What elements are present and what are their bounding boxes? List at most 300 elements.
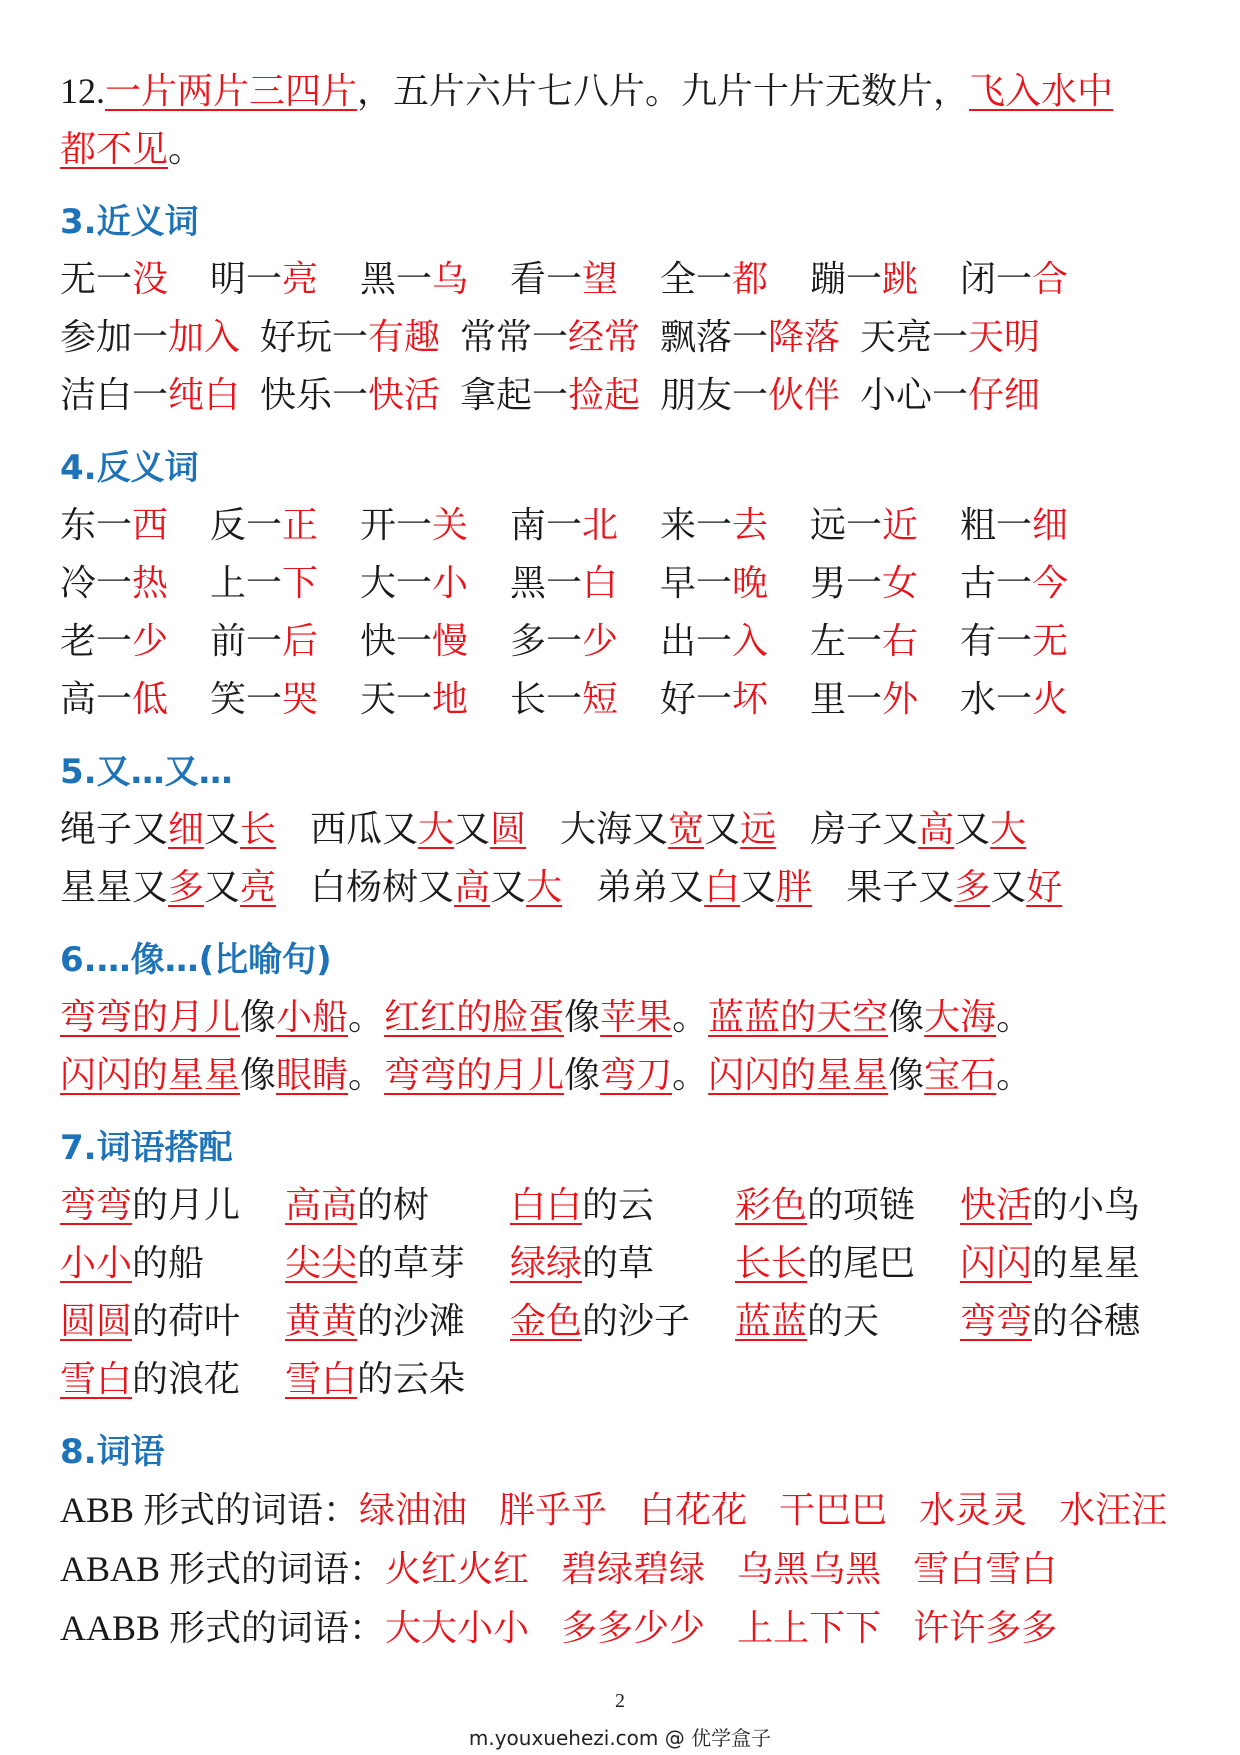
noun-phrase: 的船 <box>132 1243 205 1284</box>
simile-subject: 弯弯的月儿 <box>384 1055 565 1096</box>
poem-number: 12. <box>60 71 105 111</box>
synonym-row <box>60 251 1190 309</box>
simile-subject: 闪闪的星星 <box>708 1055 889 1096</box>
youyou-phrase <box>560 801 776 859</box>
collocation-phrase <box>735 1293 960 1351</box>
answer-word: 长长 <box>735 1243 808 1284</box>
noun-phrase: 的云朵 <box>357 1359 466 1400</box>
word-form-label: ABAB 形式的词语： <box>60 1549 386 1589</box>
answer-word: 圆 <box>490 809 527 850</box>
synonym-pair <box>210 251 360 309</box>
word: 前一 <box>210 621 283 662</box>
answer-word: 金色 <box>510 1301 583 1342</box>
answer-word: 雪白 <box>60 1359 133 1400</box>
noun-phrase: 的云 <box>582 1185 655 1226</box>
answer-word: 后 <box>282 621 319 662</box>
simile-like: 像 <box>888 997 925 1038</box>
collocation-phrase <box>285 1177 510 1235</box>
antonym-row <box>60 613 1190 671</box>
antonym-pair <box>960 497 1110 555</box>
answer-word: 高 <box>454 867 491 908</box>
answer-word: 细 <box>1032 505 1069 546</box>
collocation-phrase <box>960 1177 1140 1235</box>
answer-word: 今 <box>1032 563 1069 604</box>
word: 水一 <box>960 679 1033 720</box>
youyou-phrase <box>846 859 1062 917</box>
synonym-pair <box>860 309 1060 367</box>
youyou-heading: 5.又…又… <box>60 752 233 792</box>
simile-like: 像 <box>564 997 601 1038</box>
poem-answer-1: 一片两片三四片 <box>105 71 358 112</box>
answer-word: 经常 <box>568 317 641 358</box>
collocation-grid <box>60 1177 1190 1409</box>
word: 长一 <box>510 679 583 720</box>
noun-phrase: 的尾巴 <box>807 1243 916 1284</box>
answer-word: 彩色 <box>735 1185 808 1226</box>
word-form-item: 大大小小 <box>385 1608 530 1649</box>
collocation-phrase <box>60 1235 285 1293</box>
answer-word: 多 <box>168 867 205 908</box>
word: 闭一 <box>960 259 1033 300</box>
simile-object: 小船 <box>276 997 349 1038</box>
words-list <box>60 1481 1190 1658</box>
noun-phrase: 的天 <box>807 1301 880 1342</box>
simile-object: 苹果 <box>600 997 673 1038</box>
word-form-row <box>60 1481 1190 1540</box>
synonym-pair <box>660 367 860 425</box>
antonym-pair <box>810 497 960 555</box>
answer-word: 外 <box>882 679 919 720</box>
collocation-row <box>60 1293 1190 1351</box>
answer-word: 下 <box>282 563 319 604</box>
word: 男一 <box>810 563 883 604</box>
antonym-pair <box>360 497 510 555</box>
word: 黑一 <box>510 563 583 604</box>
connector: 又 <box>740 867 777 908</box>
antonym-pair <box>360 613 510 671</box>
poem-section <box>60 62 1190 179</box>
word-form-row <box>60 1599 1190 1658</box>
punctuation: 。 <box>996 997 1033 1038</box>
antonym-pair <box>510 613 660 671</box>
answer-word: 地 <box>432 679 469 720</box>
subject: 弟弟又 <box>596 867 705 908</box>
answer-word: 右 <box>882 621 919 662</box>
simile-object: 弯刀 <box>600 1055 673 1096</box>
collocation-phrase <box>60 1293 285 1351</box>
word: 拿起一 <box>460 375 569 416</box>
youyou-phrase <box>60 859 276 917</box>
noun-phrase: 的沙滩 <box>357 1301 466 1342</box>
noun-phrase: 的谷穗 <box>1032 1301 1141 1342</box>
simile-row <box>60 989 1190 1047</box>
answer-word: 少 <box>582 621 619 662</box>
antonym-pair <box>210 497 360 555</box>
answer-word: 无 <box>1032 621 1069 662</box>
collocation-row <box>60 1177 1190 1235</box>
synonym-pair <box>660 251 810 309</box>
answer-word: 望 <box>582 259 619 300</box>
word: 蹦一 <box>810 259 883 300</box>
answer-word: 亮 <box>282 259 319 300</box>
word: 里一 <box>810 679 883 720</box>
youyou-row <box>60 801 1190 859</box>
antonym-pair <box>960 555 1110 613</box>
collocation-phrase <box>60 1177 285 1235</box>
word: 洁白一 <box>60 375 169 416</box>
antonym-pair <box>60 555 210 613</box>
word: 全一 <box>660 259 733 300</box>
noun-phrase: 的月儿 <box>132 1185 241 1226</box>
connector: 又 <box>954 809 991 850</box>
answer-word: 合 <box>1032 259 1069 300</box>
answer-word: 西 <box>132 505 169 546</box>
collocation-phrase <box>510 1293 735 1351</box>
word: 东一 <box>60 505 133 546</box>
synonym-pair <box>60 367 260 425</box>
subject: 果子又 <box>846 867 955 908</box>
simile-list <box>60 989 1190 1105</box>
word: 朋友一 <box>660 375 769 416</box>
answer-word: 低 <box>132 679 169 720</box>
answer-word: 长 <box>240 809 277 850</box>
synonym-pair <box>510 251 660 309</box>
poem-line-2 <box>60 121 1190 179</box>
word: 参加一 <box>60 317 169 358</box>
noun-phrase: 的草 <box>582 1243 655 1284</box>
synonym-pair <box>660 309 860 367</box>
answer-word: 大 <box>418 809 455 850</box>
answer-word: 雪白 <box>285 1359 358 1400</box>
antonym-pair <box>960 671 1110 729</box>
answer-word: 胖 <box>776 867 813 908</box>
antonym-pair <box>660 497 810 555</box>
word: 快一 <box>360 621 433 662</box>
simile-object: 眼睛 <box>276 1055 349 1096</box>
youyou-row <box>60 859 1190 917</box>
word: 好玩一 <box>260 317 369 358</box>
word: 飘落一 <box>660 317 769 358</box>
word: 小心一 <box>860 375 969 416</box>
word-form-item: 干巴巴 <box>779 1490 888 1531</box>
synonym-pair <box>260 367 460 425</box>
word: 常常一 <box>460 317 569 358</box>
answer-word: 女 <box>882 563 919 604</box>
answer-word: 没 <box>132 259 169 300</box>
word: 看一 <box>510 259 583 300</box>
noun-phrase: 的小鸟 <box>1032 1185 1141 1226</box>
word: 来一 <box>660 505 733 546</box>
simile-object: 大海 <box>924 997 997 1038</box>
antonyms-grid <box>60 497 1190 729</box>
answer-word: 降落 <box>768 317 841 358</box>
youyou-phrase <box>810 801 1026 859</box>
word: 多一 <box>510 621 583 662</box>
answer-word: 少 <box>132 621 169 662</box>
synonym-pair <box>960 251 1110 309</box>
answer-word: 坏 <box>732 679 769 720</box>
answer-word: 圆圆 <box>60 1301 133 1342</box>
connector: 又 <box>204 867 241 908</box>
word: 大一 <box>360 563 433 604</box>
subject: 星星又 <box>60 867 169 908</box>
answer-word: 闪闪 <box>960 1243 1033 1284</box>
word-form-item: 许许多多 <box>913 1608 1058 1649</box>
antonym-pair <box>960 613 1110 671</box>
answer-word: 哭 <box>282 679 319 720</box>
word: 天亮一 <box>860 317 969 358</box>
answer-word: 远 <box>740 809 777 850</box>
antonym-pair <box>360 555 510 613</box>
answer-word: 入 <box>732 621 769 662</box>
answer-word: 黄黄 <box>285 1301 358 1342</box>
punctuation: 。 <box>348 1055 385 1096</box>
collocation-phrase <box>510 1177 735 1235</box>
answer-word: 跳 <box>882 259 919 300</box>
poem-answer-3: 都不见 <box>60 129 169 170</box>
antonym-pair <box>510 555 660 613</box>
connector: 又 <box>704 809 741 850</box>
simile-like: 像 <box>240 1055 277 1096</box>
synonym-row <box>60 367 1190 425</box>
answer-word: 短 <box>582 679 619 720</box>
noun-phrase: 的项链 <box>807 1185 916 1226</box>
collocation-phrase <box>60 1351 285 1409</box>
antonym-pair <box>810 671 960 729</box>
word-form-row <box>60 1540 1190 1599</box>
answer-word: 乌 <box>432 259 469 300</box>
answer-word: 细 <box>168 809 205 850</box>
answer-word: 慢 <box>432 621 469 662</box>
simile-row <box>60 1047 1190 1105</box>
collocation-phrase <box>510 1235 735 1293</box>
antonym-pair <box>660 671 810 729</box>
word-form-item: 乌黑乌黑 <box>737 1549 882 1590</box>
noun-phrase: 的荷叶 <box>132 1301 241 1342</box>
poem-line-1 <box>60 62 1190 121</box>
collocation-row <box>60 1235 1190 1293</box>
word: 无一 <box>60 259 133 300</box>
youyou-phrase <box>310 801 526 859</box>
antonym-pair <box>210 671 360 729</box>
answer-word: 天明 <box>968 317 1041 358</box>
youyou-phrase <box>596 859 812 917</box>
answer-word: 近 <box>882 505 919 546</box>
answer-word: 高 <box>918 809 955 850</box>
answer-word: 好 <box>1026 867 1063 908</box>
subject: 大海又 <box>560 809 669 850</box>
youyou-phrase <box>60 801 276 859</box>
antonym-pair <box>210 613 360 671</box>
answer-word: 纯白 <box>168 375 241 416</box>
synonym-pair <box>60 251 210 309</box>
antonym-pair <box>60 497 210 555</box>
word-form-label: AABB 形式的词语： <box>60 1608 386 1648</box>
word: 笑一 <box>210 679 283 720</box>
antonym-row <box>60 555 1190 613</box>
synonym-pair <box>260 309 460 367</box>
noun-phrase: 的草芽 <box>357 1243 466 1284</box>
word-form-item: 上上下下 <box>737 1608 882 1649</box>
youyou-list <box>60 801 1190 917</box>
answer-word: 尖尖 <box>285 1243 358 1284</box>
synonym-pair <box>810 251 960 309</box>
site-footer: m.youxuehezi.com @ 优学盒子 <box>468 1726 772 1750</box>
answer-word: 有趣 <box>368 317 441 358</box>
word: 天一 <box>360 679 433 720</box>
word: 左一 <box>810 621 883 662</box>
word: 早一 <box>660 563 733 604</box>
connector: 又 <box>204 809 241 850</box>
word: 远一 <box>810 505 883 546</box>
simile-heading: 6.…像…(比喻句) <box>60 940 332 980</box>
word: 冷一 <box>60 563 133 604</box>
antonym-pair <box>360 671 510 729</box>
simile-object: 宝石 <box>924 1055 997 1096</box>
synonyms-grid <box>60 251 1190 425</box>
answer-word: 白 <box>704 867 741 908</box>
word-form-item: 白花花 <box>639 1490 748 1531</box>
answer-word: 正 <box>282 505 319 546</box>
simile-like: 像 <box>888 1055 925 1096</box>
answer-word: 多 <box>954 867 991 908</box>
subject: 白杨树又 <box>310 867 455 908</box>
simile-like: 像 <box>564 1055 601 1096</box>
collocation-phrase <box>960 1235 1140 1293</box>
word-form-item: 雪白雪白 <box>913 1549 1058 1590</box>
collocation-phrase <box>285 1235 510 1293</box>
antonyms-heading: 4.反义词 <box>60 448 199 488</box>
page-number: 2 <box>615 1690 625 1712</box>
synonyms-heading: 3.近义词 <box>60 202 199 242</box>
antonym-pair <box>660 555 810 613</box>
simile-subject: 红红的脸蛋 <box>384 997 565 1038</box>
answer-word: 白 <box>582 563 619 604</box>
poem-answer-2: 飞入水中 <box>969 71 1114 112</box>
antonym-pair <box>60 671 210 729</box>
answer-word: 加入 <box>168 317 241 358</box>
connector: 又 <box>454 809 491 850</box>
word-form-item: 胖乎乎 <box>499 1490 608 1531</box>
answer-word: 弯弯 <box>60 1185 133 1226</box>
answer-word: 火 <box>1032 679 1069 720</box>
synonym-pair <box>460 367 660 425</box>
connector: 又 <box>490 867 527 908</box>
answer-word: 蓝蓝 <box>735 1301 808 1342</box>
collocation-row <box>60 1351 1190 1409</box>
simile-subject: 闪闪的星星 <box>60 1055 241 1096</box>
answer-word: 北 <box>582 505 619 546</box>
answer-word: 小小 <box>60 1243 133 1284</box>
answer-word: 仔细 <box>968 375 1041 416</box>
synonym-pair <box>60 309 260 367</box>
simile-like: 像 <box>240 997 277 1038</box>
youyou-phrase <box>310 859 562 917</box>
antonym-pair <box>210 555 360 613</box>
answer-word: 小 <box>432 563 469 604</box>
word-form-item: 水灵灵 <box>919 1490 1028 1531</box>
answer-word: 快活 <box>368 375 441 416</box>
poem-end: 。 <box>168 129 205 170</box>
answer-word: 都 <box>732 259 769 300</box>
synonym-pair <box>360 251 510 309</box>
word: 快乐一 <box>260 375 369 416</box>
synonym-pair <box>860 367 1060 425</box>
word: 反一 <box>210 505 283 546</box>
answer-word: 大 <box>526 867 563 908</box>
word: 粗一 <box>960 505 1033 546</box>
word: 高一 <box>60 679 133 720</box>
answer-word: 亮 <box>240 867 277 908</box>
noun-phrase: 的星星 <box>1032 1243 1141 1284</box>
word: 上一 <box>210 563 283 604</box>
word-form-label: ABB 形式的词语： <box>60 1490 360 1530</box>
antonym-pair <box>660 613 810 671</box>
word: 南一 <box>510 505 583 546</box>
answer-word: 晚 <box>732 563 769 604</box>
word: 出一 <box>660 621 733 662</box>
answer-word: 白白 <box>510 1185 583 1226</box>
word: 明一 <box>210 259 283 300</box>
word: 老一 <box>60 621 133 662</box>
word: 古一 <box>960 563 1033 604</box>
punctuation: 。 <box>672 997 709 1038</box>
poem-text: ，五片六片七八片。九片十片无数片， <box>357 71 970 112</box>
answer-word: 宽 <box>668 809 705 850</box>
word-form-item: 水汪汪 <box>1059 1490 1168 1531</box>
synonym-row <box>60 309 1190 367</box>
answer-word: 热 <box>132 563 169 604</box>
words-heading: 8.词语 <box>60 1432 165 1472</box>
punctuation: 。 <box>672 1055 709 1096</box>
antonym-pair <box>60 613 210 671</box>
connector: 又 <box>990 867 1027 908</box>
answer-word: 弯弯 <box>960 1301 1033 1342</box>
antonym-row <box>60 671 1190 729</box>
simile-subject: 弯弯的月儿 <box>60 997 241 1038</box>
answer-word: 绿绿 <box>510 1243 583 1284</box>
antonym-row <box>60 497 1190 555</box>
punctuation: 。 <box>996 1055 1033 1096</box>
answer-word: 伙伴 <box>768 375 841 416</box>
word: 开一 <box>360 505 433 546</box>
answer-word: 快活 <box>960 1185 1033 1226</box>
answer-word: 去 <box>732 505 769 546</box>
word: 黑一 <box>360 259 433 300</box>
noun-phrase: 的树 <box>357 1185 430 1226</box>
answer-word: 捡起 <box>568 375 641 416</box>
simile-subject: 蓝蓝的天空 <box>708 997 889 1038</box>
antonym-pair <box>810 555 960 613</box>
answer-word: 高高 <box>285 1185 358 1226</box>
collocation-phrase <box>735 1235 960 1293</box>
word-form-item: 火红火红 <box>385 1549 530 1590</box>
answer-word: 关 <box>432 505 469 546</box>
subject: 西瓜又 <box>310 809 419 850</box>
page-content <box>60 62 1190 1658</box>
antonym-pair <box>510 671 660 729</box>
noun-phrase: 的浪花 <box>132 1359 241 1400</box>
collocation-phrase <box>285 1293 510 1351</box>
word-form-item: 绿油油 <box>359 1490 468 1531</box>
collocation-heading: 7.词语搭配 <box>60 1128 233 1168</box>
word-form-item: 碧绿碧绿 <box>561 1549 706 1590</box>
synonym-pair <box>460 309 660 367</box>
collocation-phrase <box>960 1293 1140 1351</box>
subject: 房子又 <box>810 809 919 850</box>
collocation-phrase <box>735 1177 960 1235</box>
collocation-phrase <box>285 1351 510 1409</box>
